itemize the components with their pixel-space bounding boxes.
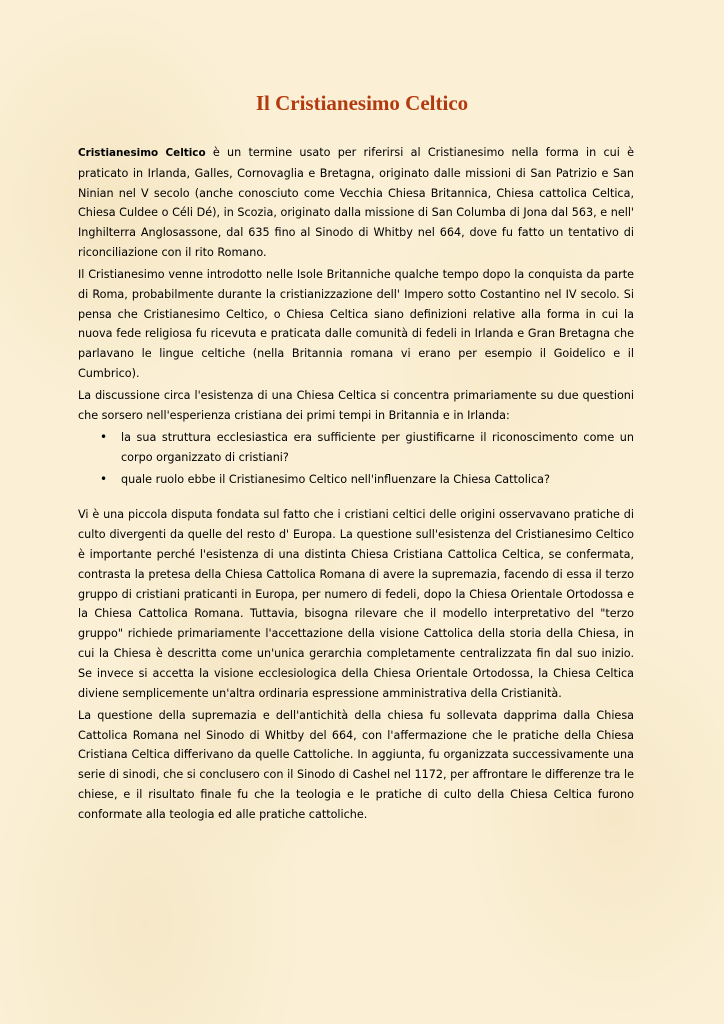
paragraph-5: La questione della supremazia e dell'antichità della chiesa fu sollevata dapprima dalla Chiesa Cattolica Romana nel Sinodo di Whitby del 664, con l'affermazione che le pratiche della Chiesa Cristiana Celtica differivano da quelle Cattoliche. In aggiunta, fu organizzata successivamente una serie di sinodi, che si conclusero con il Sinodo di Cashel nel 1172, per affrontare le differenze tra le chiese, e il risultato finale fu che la teologia e le pratiche di culto della Chiesa Celtica furono conformate alla teologia ed alle pratiche cattoliche. [78, 708, 634, 821]
questions-list [78, 428, 634, 489]
list-item [78, 428, 634, 468]
paragraph-3: La discussione circa l'esistenza di una Chiesa Celtica si concentra primariamente su due questioni che sorsero nell'esperienza cristiana dei primi tempi in Britannia e in Irlanda: [78, 389, 634, 422]
list-item [78, 470, 634, 490]
list-item-text: la sua struttura ecclesiastica era sufficiente per giustificarne il riconoscimento come un corpo organizzato di cristiani? [121, 431, 634, 464]
bullet-icon: • [100, 430, 108, 445]
paragraph-4: Vi è una piccola disputa fondata sul fatto che i cristiani celtici delle origini osservavano pratiche di culto divergenti da quelle del resto d' Europa. La questione sull'esistenza del Cristianesimo Celtico è importante perché l'esistenza di una distinta Chiesa Cristiana Cattolica Celtica, se confermata, contrasta la pretesa della Chiesa Cattolica Romana di avere la supremazia, facendo di essa il terzo gruppo di cristiani praticanti in Europa, per numero di fedeli, dopo la Chiesa Orientale Ortodossa e la Chiesa Cattolica Romana. Tuttavia, bisogna rilevare che il modello interpretativo del "terzo gruppo" richiede primariamente l'accettazione della visione Cattolica della storia della Chiesa, in cui la Chiesa è descritta come un'unica gerarchia completamente centralizzata fin dal suo inizio. Se invece si accetta la visione ecclesiologica della Chiesa Orientale Ortodossa, la Chiesa Celtica diviene semplicemente un'altra ordinaria espressione amministrativa della Cristianità. [78, 508, 634, 700]
intro-term: Cristianesimo Celtico [78, 147, 206, 159]
intro-paragraph [78, 143, 634, 263]
page-title: Il Cristianesimo Celtico [255, 91, 469, 115]
document-body [78, 143, 634, 827]
intro-text: è un termine usato per riferirsi al Cristianesimo nella forma in cui è praticato in Irlanda, Galles, Cornovaglia e Bretagna, originato dalle missioni di San Patrizio e San Ninian nel V secolo (anche conosciuto come Vecchia Chiesa Britannica, Chiesa cattolica Celtica, Chiesa Culdee o Céli Dé), in Scozia, originato dalla missione di San Columba di Jona dal 563, e nell' Inghilterra Anglosassone, dal 635 fino al Sinodo di Whitby nel 664, dove fu fatto un tentativo di riconciliazione con il rito Romano. [78, 146, 634, 259]
paragraph-2: Il Cristianesimo venne introdotto nelle Isole Britanniche qualche tempo dopo la conquista da parte di Roma, probabilmente durante la cristianizzazione dell' Impero sotto Costantino nel IV secolo. Si pensa che Cristianesimo Celtico, o Chiesa Celtica siano definizioni relative alla forma in cui la nuova fede religiosa fu ricevuta e praticata dalle comunità di fedeli in Irlanda e Gran Bretagna che parlavano le lingue celtiche (nella Britannia romana vi erano per esempio il Goidelico e il Cumbrico). [78, 268, 634, 381]
list-item-text: quale ruolo ebbe il Cristianesimo Celtico nell'influenzare la Chiesa Cattolica? [121, 472, 550, 486]
bullet-icon: • [100, 471, 108, 486]
